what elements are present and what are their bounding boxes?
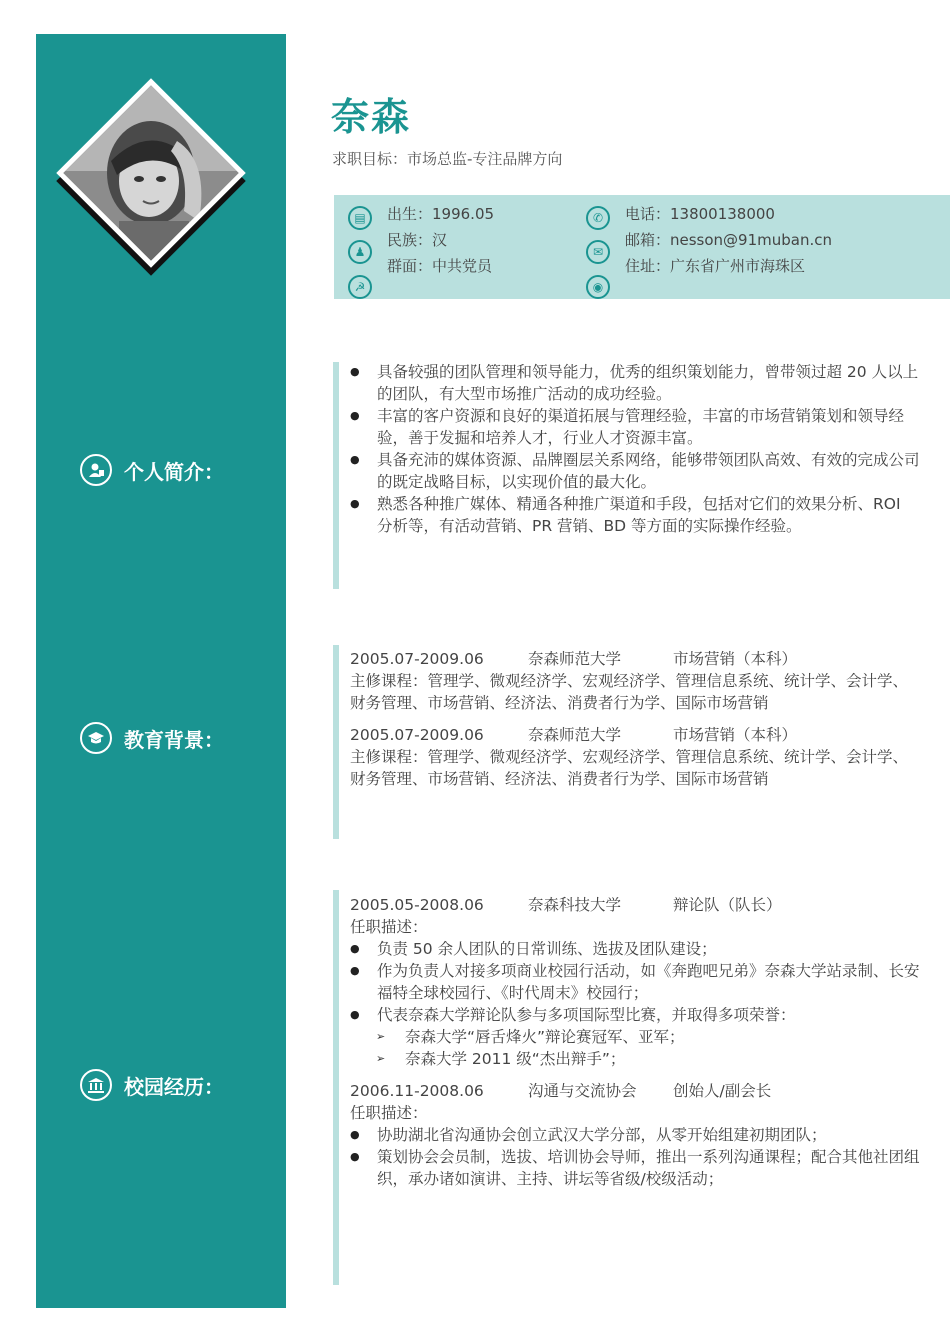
party-emblem-icon: ☭ (348, 275, 372, 299)
edu-date: 2005.07-2009.06 (350, 726, 484, 744)
campus-entry (350, 894, 920, 1070)
campus-date: 2006.11-2008.06 (350, 1082, 484, 1100)
edu-major: 市场营销（本科） (673, 726, 798, 744)
job-objective: 求职目标：市场总监-专注品牌方向 (332, 150, 563, 168)
intro-item: ● 熟悉各种推广媒体、精通各种推广渠道和手段，包括对它们的效果分析、ROI 分析等，有活动营销、PR 营销、BD 等方面的实际操作经验。 (350, 493, 920, 537)
intro-item: ● 具备较强的团队管理和领导能力，优秀的组织策划能力，曾带领过超 20 人以上的团队，有大型市场推广活动的成功经验。 (350, 361, 920, 405)
edu-date: 2005.07-2009.06 (350, 650, 484, 668)
campus-date: 2005.05-2008.06 (350, 896, 484, 914)
edu-courses: 主修课程：管理学、微观经济学、宏观经济学、管理信息系统、统计学、会计学、财务管理、市场营销、经济法、消费者行为学、国际市场营销 (350, 748, 909, 788)
intro-accent-bar (333, 362, 339, 589)
edu-major: 市场营销（本科） (673, 650, 798, 668)
education-content (350, 648, 920, 800)
phone-icon: ✆ (586, 206, 610, 230)
address-info: 住址：广东省广州市海珠区 (625, 257, 806, 275)
candidate-name: 奈森 (331, 95, 412, 139)
edu-courses: 主修课程：管理学、微观经济学、宏观经济学、管理信息系统、统计学、会计学、财务管理、市场营销、经济法、消费者行为学、国际市场营销 (350, 672, 909, 712)
mail-icon: ✉ (586, 240, 610, 264)
campus-item: ● 协助湖北省沟通协会创立武汉大学分部，从零开始组建初期团队； (350, 1124, 920, 1146)
campus-role: 辩论队（队长） (673, 896, 782, 914)
campus-desc-label: 任职描述： (350, 918, 428, 936)
intro-item: ● 具备充沛的媒体资源、品牌圈层关系网络，能够带领团队高效、有效的完成公司的既定战略目标，以实现价值的最大化。 (350, 449, 920, 493)
email-info: 邮箱：nesson@91muban.cn (625, 231, 832, 249)
ethnicity-info: 民族：汉 (387, 231, 448, 249)
education-section-title: 教育背景： (80, 722, 224, 754)
edu-school: 奈森师范大学 (528, 650, 622, 668)
campus-item: ● 策划协会会员制，选拔、培训协会导师，推出一系列沟通课程；配合其他社团组织，承办诸如演讲、主持、讲坛等省级/校级活动； (350, 1146, 920, 1190)
contact-info-band (334, 195, 950, 299)
campus-org: 奈森科技大学 (528, 896, 622, 914)
campus-item: ● 负责 50 余人团队的日常训练、选拔及团队建设； (350, 938, 920, 960)
campus-sub-item: ➢ 奈森大学“唇舌烽火”辩论赛冠军、亚军； (350, 1026, 920, 1048)
intro-content (350, 361, 920, 537)
campus-entry (350, 1080, 920, 1190)
graduation-cap-icon (80, 722, 112, 754)
user-profile-icon (80, 454, 112, 486)
campus-content (350, 894, 920, 1200)
location-pin-icon: ◉ (586, 275, 610, 299)
phone-info: 电话：13800138000 (625, 205, 775, 223)
edu-school: 奈森师范大学 (528, 726, 622, 744)
campus-sub-item: ➢ 奈森大学 2011 级“杰出辩手”； (350, 1048, 920, 1070)
campus-item: ● 作为负责人对接多项商业校园行活动，如《奔跑吧兄弟》奈森大学站录制、长安福特全球校园行、《时代周末》校园行； (350, 960, 920, 1004)
id-card-icon: ▤ (348, 206, 372, 230)
education-entry (350, 724, 920, 790)
intro-item: ● 丰富的客户资源和良好的渠道拓展与管理经验，丰富的市场营销策划和领导经验，善于发掘和培养人才，行业人才资源丰富。 (350, 405, 920, 449)
institution-building-icon (80, 1069, 112, 1101)
campus-item: ● 代表奈森大学辩论队参与多项国际型比赛，并取得多项荣誉： (350, 1004, 920, 1026)
person-icon: ♟ (348, 240, 372, 264)
education-accent-bar (333, 645, 339, 839)
intro-section-title: 个人简介： (80, 454, 224, 486)
politics-info: 群面：中共党员 (387, 257, 493, 275)
campus-desc-label: 任职描述： (350, 1104, 428, 1122)
birth-info: 出生：1996.05 (387, 205, 495, 223)
education-entry (350, 648, 920, 714)
campus-org: 沟通与交流协会 (528, 1082, 637, 1100)
campus-section-title: 校园经历： (80, 1069, 224, 1101)
campus-role: 创始人/副会长 (673, 1082, 772, 1100)
campus-accent-bar (333, 890, 339, 1285)
